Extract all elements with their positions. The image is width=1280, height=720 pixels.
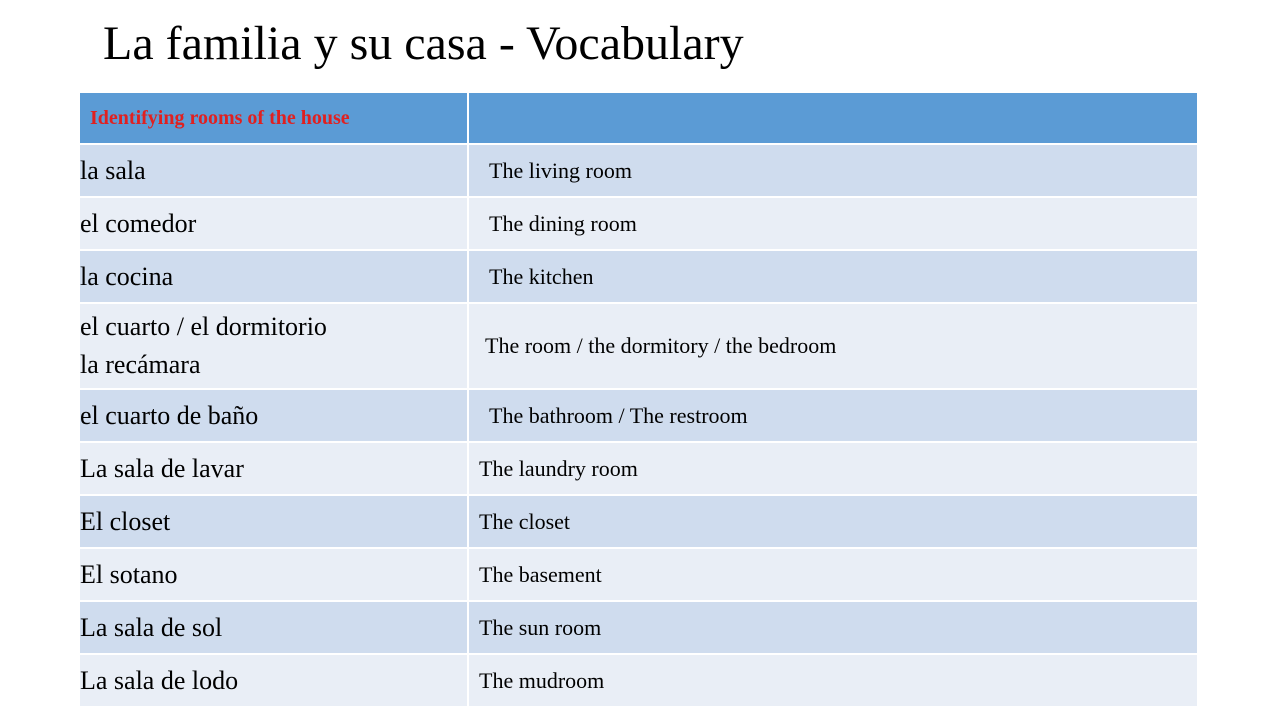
spanish-term (79, 442, 468, 495)
english-translation: The laundry room (468, 442, 1198, 495)
table-row (79, 144, 1198, 197)
spanish-term-text: la recámara (80, 350, 201, 379)
spanish-term-text: el cuarto / el dormitorio (80, 312, 327, 342)
table-row (79, 495, 1198, 548)
spanish-term (79, 303, 468, 389)
table-row (79, 548, 1198, 601)
spanish-term (79, 250, 468, 303)
header-cell-empty (468, 92, 1198, 144)
spanish-term-text: la sala (80, 155, 146, 185)
spanish-term-text: El sotano (80, 559, 178, 589)
header-label: Identifying rooms of the house (90, 106, 350, 129)
english-translation: The basement (468, 548, 1198, 601)
spanish-term (79, 389, 468, 442)
english-translation: The mudroom (468, 654, 1198, 707)
spanish-term-text: la cocina (80, 261, 174, 291)
spanish-term (79, 548, 468, 601)
spanish-term (79, 495, 468, 548)
spanish-term-text: La sala de lodo (80, 665, 239, 695)
table-row (79, 654, 1198, 707)
table-row (79, 389, 1198, 442)
spanish-term-text: el cuarto de baño (80, 400, 259, 430)
english-translation: The kitchen (468, 250, 1198, 303)
table-row (79, 303, 1198, 389)
english-translation: The room / the dormitory / the bedroom (468, 303, 1198, 389)
spanish-term (79, 144, 468, 197)
spanish-term-text: La sala de sol (80, 612, 223, 642)
spanish-term (79, 654, 468, 707)
vocabulary-table (78, 91, 1199, 708)
english-translation: The bathroom / The restroom (468, 389, 1198, 442)
english-translation: The closet (468, 495, 1198, 548)
english-translation: The sun room (468, 601, 1198, 654)
table-row (79, 197, 1198, 250)
table-row (79, 250, 1198, 303)
spanish-term (79, 197, 468, 250)
table-row (79, 601, 1198, 654)
table-header-row (79, 92, 1198, 144)
table-row (79, 442, 1198, 495)
spanish-term-text: La sala de lavar (80, 453, 244, 483)
header-cell-topic (79, 92, 468, 144)
slide-title: La familia y su casa - Vocabulary (103, 17, 744, 70)
spanish-term-text: el comedor (80, 208, 197, 238)
english-translation: The dining room (468, 197, 1198, 250)
spanish-term (79, 601, 468, 654)
spanish-term-text: El closet (80, 506, 171, 536)
english-translation: The living room (468, 144, 1198, 197)
